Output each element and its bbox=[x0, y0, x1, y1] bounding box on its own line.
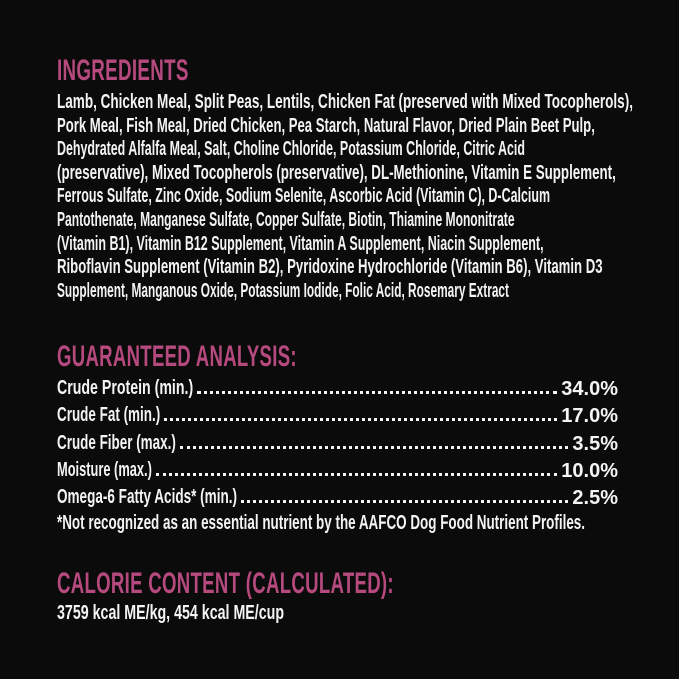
ingredients-line: Lamb, Chicken Meal, Split Peas, Lentils, Chicken Fat (preserved with Mixed Tocopherols), bbox=[57, 91, 633, 113]
ingredients-line: Ferrous Sulfate, Zinc Oxide, Sodium Selenite, Ascorbic Acid (Vitamin C), D-Calcium bbox=[57, 185, 551, 208]
leader-dots bbox=[241, 500, 568, 503]
analysis-row-value: 34.0% bbox=[561, 378, 618, 401]
ingredients-line: Riboflavin Supplement (Vitamin B2), Pyridoxine Hydrochloride (Vitamin B6), Vitamin D3 bbox=[57, 256, 603, 279]
ingredients-line: Dehydrated Alfalfa Meal, Salt, Choline Chloride, Potassium Chloride, Citric Acid bbox=[57, 138, 525, 161]
leader-dots bbox=[156, 473, 557, 476]
analysis-row-label: Crude Fat (min.) bbox=[57, 404, 161, 427]
guaranteed-analysis-title: GUARANTEED ANALYSIS: bbox=[57, 340, 297, 373]
analysis-row bbox=[57, 454, 618, 481]
analysis-row bbox=[57, 372, 618, 399]
leader-dots bbox=[197, 391, 557, 394]
analysis-row-value: 2.5% bbox=[572, 486, 618, 509]
analysis-row-label: Moisture (max.) bbox=[57, 458, 152, 481]
analysis-row-label: Crude Fiber (max.) bbox=[57, 431, 176, 454]
leader-dots bbox=[164, 418, 557, 421]
calorie-content-values: 3759 kcal ME/kg, 454 kcal ME/cup bbox=[57, 602, 285, 624]
analysis-row-value: 3.5% bbox=[572, 432, 618, 455]
ingredients-line: Pantothenate, Manganese Sulfate, Copper Sulfate, Biotin, Thiamine Mononitrate bbox=[57, 208, 515, 231]
aafco-footnote: *Not recognized as an essential nutrient by the AAFCO Dog Food Nutrient Profiles. bbox=[57, 512, 586, 534]
ingredients-line: (Vitamin B1), Vitamin B12 Supplement, Vitamin A Supplement, Niacin Supplement, bbox=[57, 232, 544, 255]
analysis-row-label: Crude Protein (min.) bbox=[57, 377, 194, 400]
analysis-row bbox=[57, 399, 618, 426]
ingredients-line: Supplement, Manganous Oxide, Potassium Iodide, Folic Acid, Rosemary Extract bbox=[57, 279, 509, 302]
analysis-row-value: 10.0% bbox=[561, 459, 618, 482]
analysis-row bbox=[57, 481, 618, 508]
ingredients-title: INGREDIENTS bbox=[57, 54, 189, 87]
ingredients-line: (preservative), Mixed Tocopherols (preservative), DL-Methionine, Vitamin E Supplement, bbox=[57, 161, 616, 184]
ingredients-line: Pork Meal, Fish Meal, Dried Chicken, Pea Starch, Natural Flavor, Dried Plain Beet Pulp, bbox=[57, 114, 595, 137]
leader-dots bbox=[180, 446, 568, 449]
calorie-content-title: CALORIE CONTENT (CALCULATED): bbox=[57, 567, 394, 600]
analysis-row bbox=[57, 426, 618, 453]
ingredients-paragraph bbox=[57, 91, 679, 303]
analysis-row-value: 17.0% bbox=[561, 405, 618, 428]
analysis-row-label: Omega-6 Fatty Acids* (min.) bbox=[57, 485, 237, 508]
guaranteed-analysis-table bbox=[57, 372, 618, 508]
